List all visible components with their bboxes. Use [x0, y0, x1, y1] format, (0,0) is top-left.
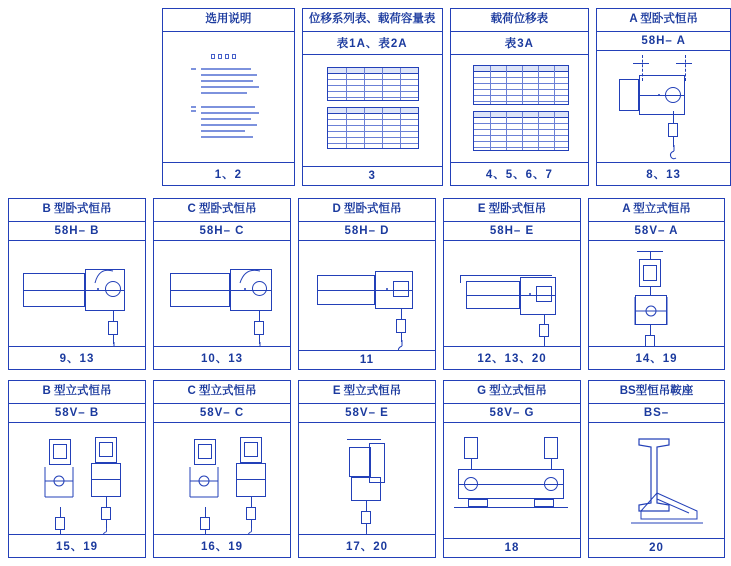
card-header: A 型立式恒吊 [589, 199, 724, 222]
card-figure-vertical-c [154, 423, 290, 534]
card-footer: 20 [589, 538, 724, 557]
card-figure-tables [303, 55, 442, 166]
card-subheader: BS– [589, 404, 724, 423]
card-vertical-type-e[interactable] [298, 380, 436, 558]
card-subheader: 58H– A [597, 32, 730, 51]
card-footer: 1、2 [163, 162, 294, 185]
card-subheader: 58V– B [9, 404, 145, 423]
card-horizontal-type-a[interactable] [596, 8, 731, 186]
card-subheader: 表3A [451, 32, 589, 55]
card-row-1 [162, 8, 731, 186]
card-horizontal-type-b[interactable] [8, 198, 146, 370]
card-footer: 11 [299, 350, 435, 369]
card-vertical-type-g[interactable] [443, 380, 581, 558]
hook-icon [99, 526, 114, 534]
card-load-displacement-table[interactable] [450, 8, 590, 186]
card-vertical-type-c[interactable] [153, 380, 291, 558]
card-footer: 4、5、6、7 [451, 162, 589, 185]
bracket-outline [182, 463, 228, 507]
card-header: B 型卧式恒吊 [9, 199, 145, 222]
i-beam-saddle-drawing [611, 433, 711, 533]
card-header: B 型立式恒吊 [9, 381, 145, 404]
card-subheader: 58H– C [154, 222, 290, 241]
card-subheader: 58V– A [589, 222, 724, 241]
card-header: C 型立式恒吊 [154, 381, 290, 404]
card-selection-notes[interactable] [162, 8, 295, 186]
card-footer: 17、20 [299, 534, 435, 557]
card-row-2 [8, 198, 731, 370]
card-header: C 型卧式恒吊 [154, 199, 290, 222]
card-header: E 型立式恒吊 [299, 381, 435, 404]
card-footer: 8、13 [597, 162, 730, 185]
arc-line [93, 265, 115, 285]
card-footer: 18 [444, 538, 580, 557]
hook-icon [666, 145, 682, 161]
card-vertical-type-b[interactable] [8, 380, 146, 558]
card-figure-horizontal-c [154, 241, 290, 346]
card-header: 位移系列表、载荷容量表 [303, 9, 442, 32]
card-footer: 14、19 [589, 346, 724, 369]
card-header: A 型卧式恒吊 [597, 9, 730, 32]
card-figure-horizontal-d [299, 241, 435, 350]
card-figure-tables [451, 55, 589, 162]
card-subheader: 58V– G [444, 404, 580, 423]
hook-icon [537, 344, 552, 346]
card-header: 选用说明 [163, 9, 294, 32]
card-subheader: 58H– D [299, 222, 435, 241]
hook-icon [394, 340, 410, 350]
card-subheader: 58H– B [9, 222, 145, 241]
card-footer: 16、19 [154, 534, 290, 557]
card-figure-vertical-e [299, 423, 435, 534]
card-footer: 15、19 [9, 534, 145, 557]
hook-icon [359, 530, 374, 534]
card-figure-saddle [589, 423, 724, 538]
card-subheader: 表1A、表2A [303, 32, 442, 55]
bracket-outline [629, 291, 673, 331]
hook-icon [106, 342, 122, 346]
arc-line [238, 265, 262, 285]
card-figure-horizontal-a [597, 51, 730, 162]
card-header: E 型卧式恒吊 [444, 199, 580, 222]
card-header: 载荷位移表 [451, 9, 589, 32]
card-subheader: 58H– E [444, 222, 580, 241]
card-footer: 9、13 [9, 346, 145, 369]
card-footer: 3 [303, 166, 442, 185]
hook-icon [252, 342, 268, 346]
card-footer: 12、13、20 [444, 346, 580, 369]
card-footer: 10、13 [154, 346, 290, 369]
card-subheader: 58V– C [154, 404, 290, 423]
card-figure-vertical-g [444, 423, 580, 538]
card-header: D 型卧式恒吊 [299, 199, 435, 222]
hook-icon [244, 526, 259, 534]
card-figure-text-block [163, 32, 294, 162]
card-saddle-bs[interactable] [588, 380, 725, 558]
card-horizontal-type-d[interactable] [298, 198, 436, 370]
card-figure-vertical-a [589, 241, 724, 346]
card-row-3 [8, 380, 731, 558]
card-displacement-tables[interactable] [302, 8, 443, 186]
card-figure-horizontal-e [444, 241, 580, 346]
card-header: BS型恒吊鞍座 [589, 381, 724, 404]
card-subheader: 58V– E [299, 404, 435, 423]
card-figure-horizontal-b [9, 241, 145, 346]
card-horizontal-type-c[interactable] [153, 198, 291, 370]
card-horizontal-type-e[interactable] [443, 198, 581, 370]
card-figure-vertical-b [9, 423, 145, 534]
card-vertical-type-a[interactable] [588, 198, 725, 370]
bracket-outline [37, 463, 83, 507]
card-header: G 型立式恒吊 [444, 381, 580, 404]
